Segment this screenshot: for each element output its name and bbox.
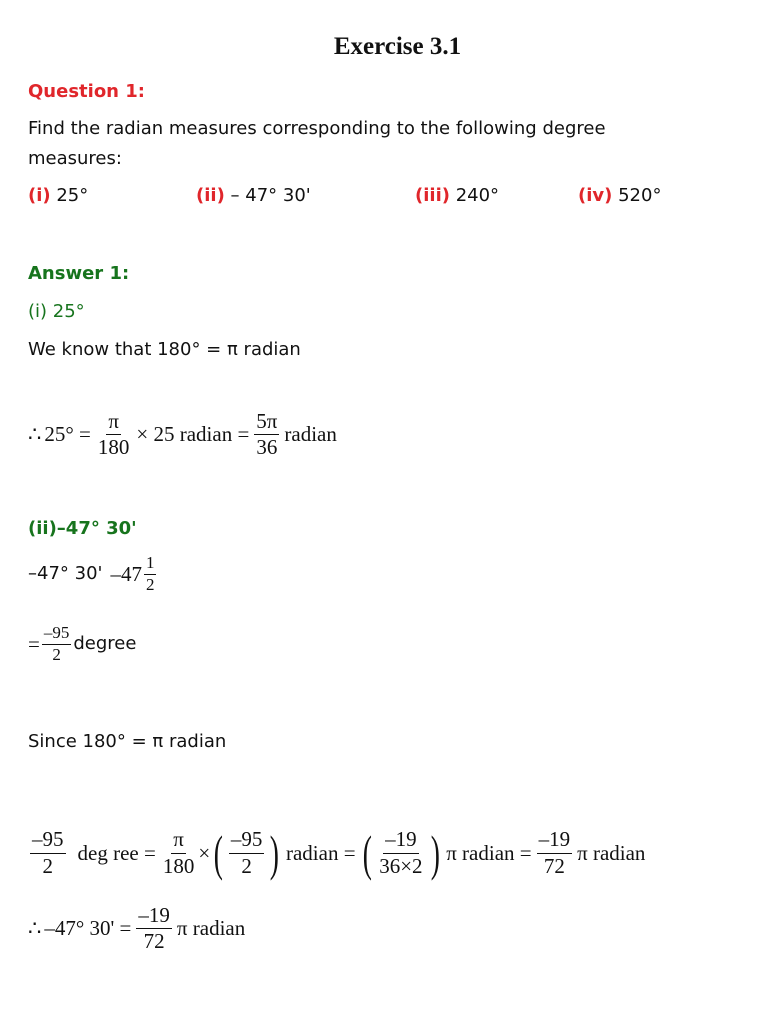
therefore-symbol: ∴ (28, 916, 42, 941)
therefore-symbol: ∴ (28, 422, 42, 447)
denominator: 2 (241, 853, 252, 878)
right-paren: ) (430, 825, 440, 881)
page-title: Exercise 3.1 (333, 33, 462, 60)
eq-deg-text: deg ree = (77, 840, 156, 865)
eq-pi-radian: π radian (577, 840, 646, 865)
question-text-line1: Find the radian measures corresponding to the following degree (28, 118, 606, 139)
part-label: (ii) (196, 185, 225, 206)
eq-lhs: –47° 30' (28, 563, 103, 585)
part-value: 520° (618, 185, 662, 206)
right-paren: ) (270, 825, 280, 881)
numerator: π (171, 828, 186, 853)
denominator: 36×2 (379, 853, 423, 878)
answer-heading: Answer 1: (28, 263, 130, 284)
equation-part2-main (28, 825, 648, 881)
denominator: 180 (162, 853, 195, 878)
fraction-d (537, 828, 573, 877)
eq-unit: degree (73, 633, 137, 655)
denominator: 72 (543, 853, 565, 878)
eq-lhs: –47° 30' = (44, 916, 132, 941)
eq-equals: = (28, 631, 40, 656)
question-part-i (28, 181, 88, 211)
left-paren: ( (213, 825, 224, 881)
eq-pi-radian-eq: π radian = (446, 840, 532, 865)
fraction-one-half (144, 554, 157, 594)
numerator: 1 (144, 554, 157, 575)
equation-part1 (28, 410, 340, 459)
eq-times-text: × 25 radian = (136, 422, 250, 447)
equation-part2-line1 (28, 554, 158, 594)
fraction-c (377, 828, 424, 877)
part-value: 240° (455, 185, 500, 206)
part-value: 25° (56, 185, 89, 206)
part-label: (iii) (415, 185, 450, 206)
fraction-pi-180 (161, 828, 197, 877)
denominator: 72 (143, 929, 165, 954)
fraction-final (136, 904, 172, 953)
mixed-whole: –47 (110, 561, 142, 586)
part-label: (iv) (578, 185, 613, 206)
denominator: 180 (97, 435, 130, 460)
equation-part2-final (28, 904, 248, 953)
question-part-iv (578, 181, 661, 211)
times-symbol: × (198, 840, 211, 865)
question-part-iii (415, 181, 499, 211)
eq-lhs: 25° = (44, 422, 91, 447)
denominator: 2 (145, 574, 155, 594)
fraction-5pi-36 (254, 410, 279, 459)
denominator: 2 (52, 644, 61, 664)
answer-part2-label: (ii)–47° 30' (28, 518, 137, 539)
answer-part2-fact: Since 180° = π radian (28, 731, 227, 752)
fraction-pi-180 (96, 410, 132, 459)
numerator: –19 (383, 828, 419, 853)
numerator: –95 (42, 624, 72, 645)
denominator: 36 (256, 435, 278, 460)
part-label: (i) (28, 185, 51, 206)
denominator: 2 (42, 853, 53, 878)
question-heading: Question 1: (28, 81, 145, 102)
fraction-a (30, 828, 66, 877)
numerator: π (106, 410, 121, 435)
numerator: –19 (136, 904, 172, 929)
numerator: –95 (229, 828, 265, 853)
fraction-b (229, 828, 265, 877)
eq-radian-eq: radian = (285, 840, 356, 865)
question-text-line2: measures: (28, 148, 122, 169)
answer-part1-fact: We know that 180° = π radian (28, 339, 301, 360)
numerator: 5π (254, 410, 279, 435)
answer-part1-label: (i) 25° (28, 301, 85, 322)
left-paren: ( (362, 825, 372, 881)
numerator: –95 (30, 828, 66, 853)
question-part-ii (196, 181, 311, 211)
fraction-minus95-2 (42, 624, 72, 664)
equation-part2-line2 (28, 624, 136, 664)
part-value: – 47° 30' (230, 185, 311, 206)
numerator: –19 (537, 828, 573, 853)
eq-pi-radian: π radian (176, 916, 246, 941)
eq-unit: radian (284, 422, 337, 447)
